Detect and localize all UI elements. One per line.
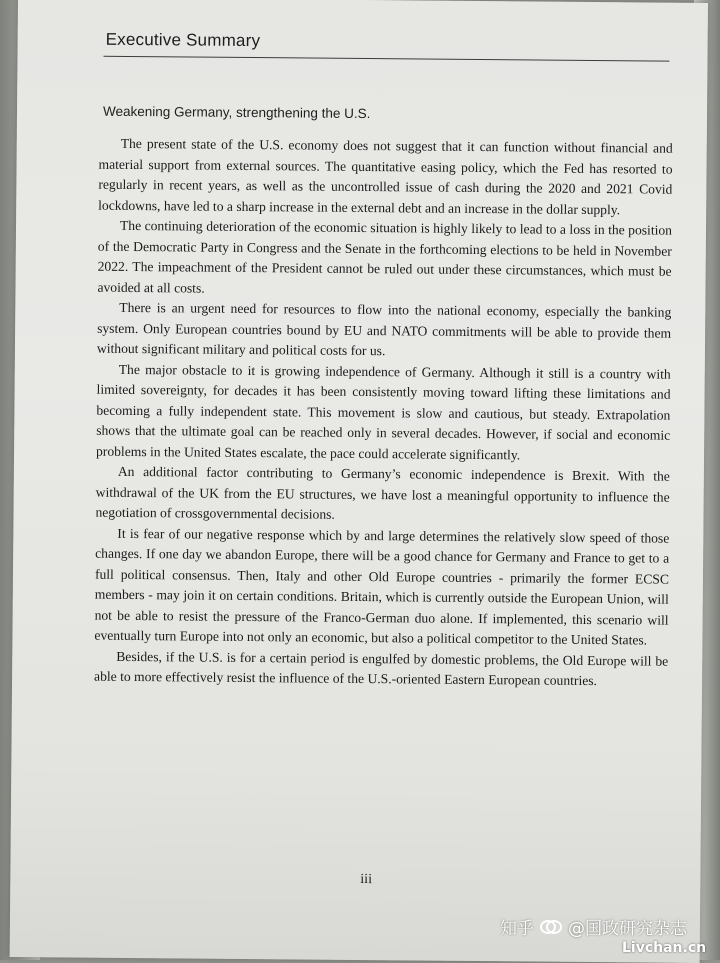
paragraph: An additional factor contributing to Germany’s economic independence is Brexit. With the withdrawal of the UK from the EU structures, we have lost a meaningful opportunity to influence the negotiation of crossgovernmental decisions. (95, 463, 670, 522)
paragraph: The continuing deterioration of the economic situation is highly likely to lead to a loss in the position of the Democratic Party in Congress and the Senate in the forthcoming elections to be held in November 2022. The impeachment of the President cannot be ruled out under these circumstances, which must be avoided at all costs. (97, 217, 673, 296)
page-header-title: Executive Summary (105, 29, 261, 51)
section-heading: Weakening Germany, strengthening the U.S. (102, 103, 371, 122)
paragraph: The major obstacle to it is growing independence of Germany. Although it still is a country with limited sovereignty, for decades it has been consistently moving toward lifting these limitations and becoming a fully independent state. This movement is slow and cautious, but steady. Extrapolation shows that the ultimate goal can be reached only in several decades. However, if social and economic problems in the United States escalate, the pace could accelerate significantly. (95, 361, 671, 462)
watermark-platform: 知乎 (500, 919, 534, 939)
watermark-site: Livchan.cn (622, 940, 707, 956)
header-rule (103, 56, 669, 62)
paragraph: There is an urgent need for resources to flow into the national economy, especially the banking system. Only European countries bound by EU and NATO commitments will be able to provide them without significant military and political costs for us. (96, 299, 672, 359)
paragraph: It is fear of our negative response which by and large determines the relatively slow speed of those changes. If one day we abandon Europe, there will be a good chance for Germany and France to get to a full political consensus. Then, Italy and other Old Europe countries - primarily the former ECSC members - may join it on certain conditions. Britain, which is currently outside the European Union, will not be able to resist the pressure of the Franco-German duo alone. If implemented, this scenario will eventually turn Europe into not only an economic, but also a political competitor to the United States. (94, 525, 670, 648)
paragraph: The present state of the U.S. economy does not suggest that it can function without financial and material support from external sources. The quantitative easing policy, which the Fed has resorted to regularly in recent years, as well as the uncontrolled issue of cash during the 2020 and 2021 Covid lockdowns, have led to a sharp increase in the external debt and an increase in the dollar supply. (98, 135, 673, 217)
paragraph: Besides, if the U.S. is for a certain period is engulfed by domestic problems, the Old Europe will be able to more effectively resist the influence of the U.S.-oriented Eastern European countries. (94, 648, 669, 689)
page-number: iii (360, 872, 373, 888)
watermark (500, 914, 687, 939)
document-page (10, 0, 708, 963)
watermark-account: @国政研究杂志 (568, 919, 687, 939)
body-text (94, 134, 673, 692)
watermark-logo-icon (540, 919, 562, 935)
